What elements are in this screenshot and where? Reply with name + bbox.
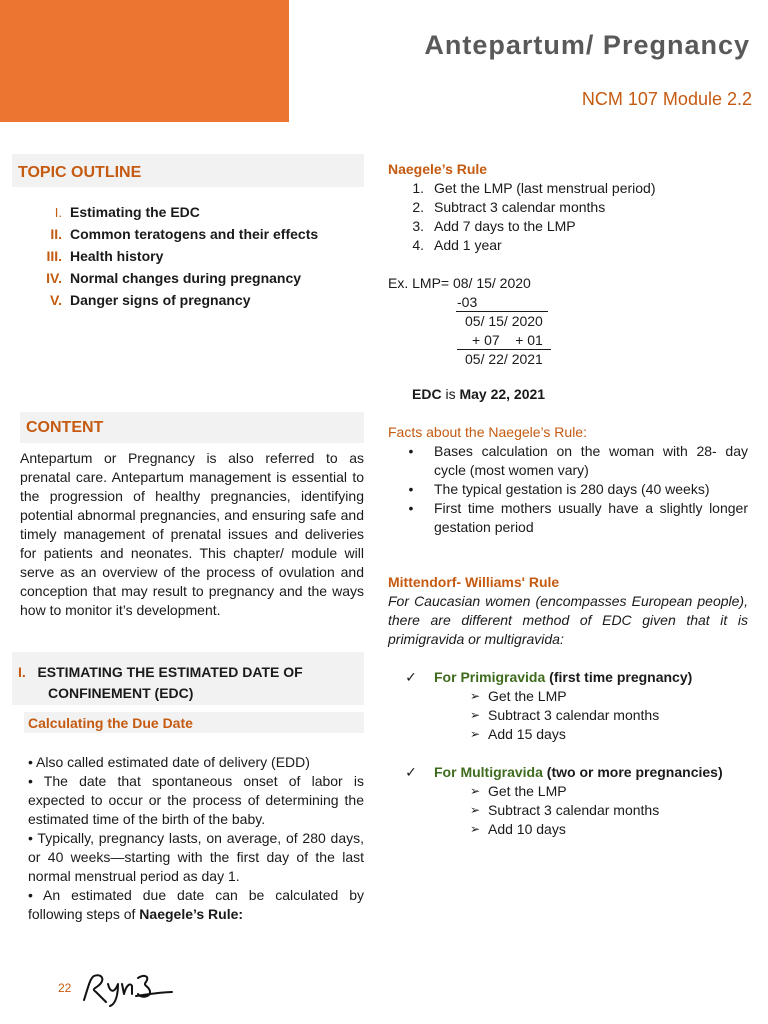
- outline-item-number: V.: [50, 292, 62, 308]
- document-subtitle: NCM 107 Module 2.2: [581, 89, 752, 109]
- step-text: Add 7 days to the LMP: [434, 218, 576, 234]
- multigravida-note: (two or more pregnancies): [542, 764, 723, 780]
- naegele-rule-title: Naegele’s Rule: [388, 161, 488, 177]
- fact-text: Bases calculation on the woman with 28- day cycle (most women vary): [434, 443, 748, 478]
- header-accent-block: [0, 0, 289, 122]
- fact-text: The typical gestation is 280 days (40 weeks): [434, 481, 710, 497]
- arrow-bullet-icon: ➢: [469, 822, 480, 836]
- multigravida-group: [388, 763, 748, 839]
- document-title: Antepartum/ Pregnancy: [424, 30, 750, 60]
- primigravida-note: (first time pregnancy): [545, 669, 693, 685]
- example-minus: -03: [457, 294, 478, 310]
- arrow-step-text: Get the LMP: [488, 783, 567, 799]
- section-heading-estimating-edc: [12, 652, 364, 705]
- page-number: 22: [58, 981, 72, 995]
- example-plus: + 07 + 01: [472, 332, 543, 348]
- arrow-bullet-icon: ➢: [469, 708, 480, 722]
- arrow-bullet-icon: ➢: [469, 784, 480, 798]
- multigravida-steps: [388, 782, 748, 839]
- bullet-text: • An estimated due date can be calculated by following steps of: [28, 887, 364, 922]
- outline-item-text: Estimating the EDC: [70, 204, 200, 220]
- arrow-step-text: Get the LMP: [488, 688, 567, 704]
- outline-item-text: Health history: [70, 248, 164, 264]
- bullet-emphasis: Naegele’s Rule:: [139, 906, 244, 922]
- bullet-item: [28, 886, 364, 924]
- primigravida-label: For Primigravida: [434, 669, 546, 685]
- arrow-step: [388, 725, 748, 744]
- outline-item: [12, 292, 364, 314]
- step-number: 3.: [412, 218, 424, 234]
- arrow-step: [388, 820, 748, 839]
- edc-label: EDC: [412, 386, 442, 402]
- arrow-step-text: Add 10 days: [488, 821, 566, 837]
- step-text: Get the LMP (last menstrual period): [434, 180, 656, 196]
- edc-value: May 22, 2021: [459, 386, 546, 402]
- bullet-dot-icon: •: [408, 443, 414, 459]
- outline-item: [12, 204, 364, 226]
- primigravida-heading: [388, 668, 748, 687]
- facts-title: Facts about the Naegele’s Rule:: [388, 424, 587, 440]
- checkmark-icon: ✓: [405, 764, 417, 780]
- outline-item-text: Normal changes during pregnancy: [70, 270, 302, 286]
- example-lmp: Ex. LMP= 08/ 15/ 2020: [388, 275, 531, 291]
- content-heading: CONTENT: [20, 412, 364, 443]
- example-calculation: [388, 274, 748, 368]
- step-text: Subtract 3 calendar months: [434, 199, 606, 215]
- right-column: [388, 160, 748, 839]
- step-number: 2.: [412, 199, 424, 215]
- edc-is: is: [441, 386, 460, 402]
- mittendorf-intro: For Caucasian women (encompasses European people), there are different method of EDC given that it is primigravida or multigravida:: [388, 593, 748, 647]
- arrow-bullet-icon: ➢: [469, 803, 480, 817]
- step-item: [388, 179, 748, 198]
- due-date-bullets: [28, 753, 364, 924]
- edc-result: [388, 385, 748, 404]
- multigravida-label: For Multigravida: [434, 764, 543, 780]
- outline-item: [12, 248, 364, 270]
- bullet-item: • Also called estimated date of delivery (EDD): [28, 754, 310, 770]
- outline-item: [12, 226, 364, 248]
- topic-outline-heading: TOPIC OUTLINE: [12, 154, 364, 187]
- example-result: 05/ 22/ 2021: [465, 351, 543, 367]
- arrow-step: [388, 801, 748, 820]
- section-title-line1: ESTIMATING THE ESTIMATED DATE OF: [37, 664, 303, 680]
- checkmark-icon: ✓: [405, 669, 417, 685]
- bullet-dot-icon: •: [408, 500, 414, 516]
- signature-icon: [80, 970, 175, 1010]
- outline-item-number: II.: [50, 226, 62, 242]
- step-item: [388, 217, 748, 236]
- calculating-due-date-heading: Calculating the Due Date: [24, 712, 364, 733]
- arrow-bullet-icon: ➢: [469, 727, 480, 741]
- bullet-item: • The date that spontaneous onset of labor is expected to occur or the process of determining the estimated time of the birth of the baby.: [28, 773, 364, 827]
- fact-text: First time mothers usually have a slightly longer gestation period: [434, 500, 748, 535]
- primigravida-group: [388, 668, 748, 744]
- fact-item: [388, 480, 748, 499]
- bullet-dot-icon: •: [408, 481, 414, 497]
- section-number: I.: [18, 664, 26, 680]
- arrow-step: [388, 782, 748, 801]
- arrow-step: [388, 706, 748, 725]
- arrow-step-text: Subtract 3 calendar months: [488, 707, 660, 723]
- outline-item-number: III.: [46, 248, 62, 264]
- arrow-step-text: Subtract 3 calendar months: [488, 802, 660, 818]
- multigravida-heading: [388, 763, 748, 782]
- step-item: [388, 198, 748, 217]
- bullet-item: • Typically, pregnancy lasts, on average, of 280 days, or 40 weeks—starting with the first day of the last normal menstrual period as day 1.: [28, 830, 364, 884]
- step-text: Add 1 year: [434, 237, 502, 253]
- content-paragraph: Antepartum or Pregnancy is also referred to as prenatal care. Antepartum management is essential to the progression of healthy pregnancies, identifying potential abnormal pregnancies, and ensuring safe and timely management of prenatal issues and deliveries for patients and neonates. This chapter/ module will serve as an overview of the process of ovulation and conception that may result to pregnancy and the ways how to monitor it’s development.: [20, 450, 364, 618]
- section-title-line2: CONFINEMENT (EDC): [48, 685, 194, 701]
- mittendorf-rule-title: Mittendorf- Williams' Rule: [388, 574, 560, 590]
- outline-item-number: IV.: [46, 270, 62, 286]
- primigravida-steps: [388, 687, 748, 744]
- fact-item: [388, 442, 748, 480]
- step-item: [388, 236, 748, 255]
- step-number: 4.: [412, 237, 424, 253]
- outline-item: [12, 270, 364, 292]
- step-number: 1.: [412, 180, 424, 196]
- example-intermediate: 05/ 15/ 2020: [465, 313, 543, 329]
- outline-item-text: Danger signs of pregnancy: [70, 292, 251, 308]
- arrow-step-text: Add 15 days: [488, 726, 566, 742]
- fact-item: [388, 499, 748, 537]
- outline-item-number: I.: [54, 205, 62, 220]
- outline-item-text: Common teratogens and their effects: [70, 226, 319, 242]
- naegele-steps: [388, 179, 748, 255]
- topic-outline-list: [12, 204, 364, 314]
- left-column: [12, 154, 364, 924]
- arrow-step: [388, 687, 748, 706]
- arrow-bullet-icon: ➢: [469, 689, 480, 703]
- facts-list: [388, 442, 748, 537]
